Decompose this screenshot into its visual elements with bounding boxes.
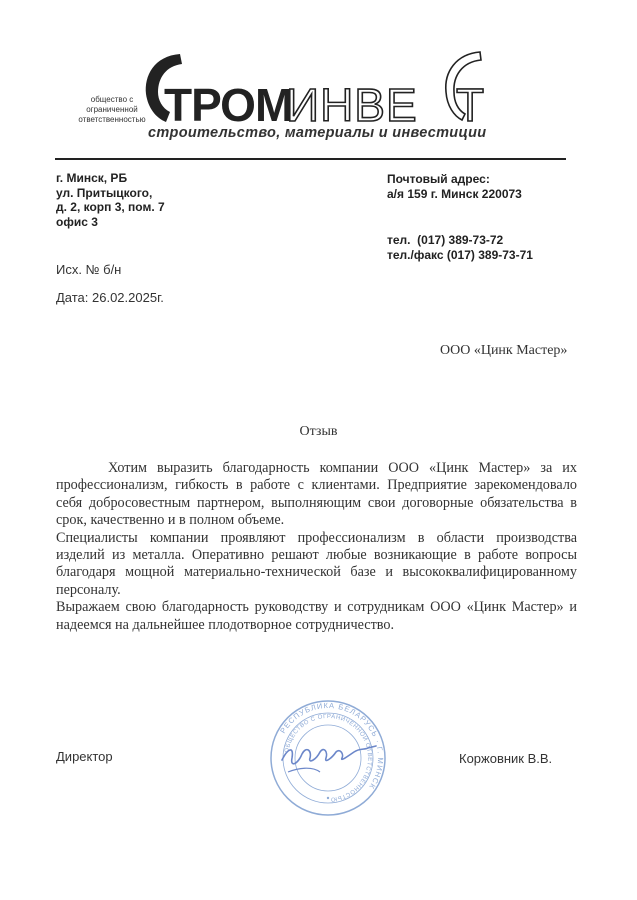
org-form-line: ответственностью (78, 115, 146, 124)
company-logo (140, 50, 490, 126)
outgoing-number: Исх. № б/н (56, 262, 122, 277)
paragraph: Выражаем свою благодарность руководству и сотрудникам ООО «Цинк Мастер» и надеемся на дальнейшее плодотворное сотрудничество. (56, 599, 577, 633)
postal-value: а/я 159 г. Минск 220073 (387, 186, 522, 201)
company-address (56, 171, 165, 229)
address-line: ул. Притыцкого, (56, 185, 153, 200)
signatory-name: Коржовник В.В. (459, 751, 553, 766)
address-line: г. Минск, РБ (56, 171, 128, 185)
paragraph: Специалисты компании проявляют профессионализм в области производства изделий из металла. Оперативно решают любые возникающие в работе вопросы благодаря мощной материально-технической базе и высококвалифицированному персоналу. (56, 529, 577, 598)
postal-address (387, 172, 522, 201)
document-title: Отзыв (299, 424, 338, 439)
stamp-inner-text: ОБЩЕСТВО С ОГРАНИЧЕННОЙ ОТВЕТСТВЕННОСТЬЮ (284, 713, 373, 803)
paragraph: Хотим выразить благодарность компании ООО «Цинк Мастер» за их профессионализм, гибкость в работе с клиентами. Предприятие зарекомендовало себя добросовестным партнером, выполняющим свои договорные обязательства в срок, качественно и в полном объеме. (56, 460, 577, 529)
logo-solid-letters: ТРОМ (164, 79, 293, 126)
address-line: д. 2, корп 3, пом. 7 (56, 200, 165, 214)
header-divider (55, 158, 566, 160)
stamp-mid-ring (283, 713, 373, 803)
stamp-inner-ring (295, 725, 361, 791)
company-tagline: строительство, материалы и инвестиции (148, 125, 487, 141)
recipient: ООО «Цинк Мастер» (440, 343, 568, 358)
phone-block (387, 233, 533, 262)
signatory-position: Директор (56, 749, 113, 764)
logo-outline-t: Т (456, 79, 485, 126)
svg-text:ОБЩЕСТВО С ОГРАНИЧЕННОЙ ОТВЕТС (284, 714, 372, 802)
address-line: офис 3 (56, 214, 98, 229)
logo-outline-letters: ИНВЕ (286, 79, 418, 126)
postal-label: Почтовый адрес: (387, 172, 490, 186)
phone-line: тел. (017) 389-73-72 (387, 233, 504, 247)
org-form-line: ограниченной (86, 105, 138, 114)
document-date: Дата: 26.02.2025г. (56, 290, 164, 305)
org-form-line: общество с (90, 95, 134, 104)
stamp-outer-text: РЕСПУБЛИКА БЕЛАРУСЬ · Г. МИНСК (278, 700, 386, 792)
company-stamp (268, 698, 388, 818)
fax-line: тел./факс (017) 389-73-71 (387, 247, 533, 262)
letter-body (56, 460, 577, 634)
